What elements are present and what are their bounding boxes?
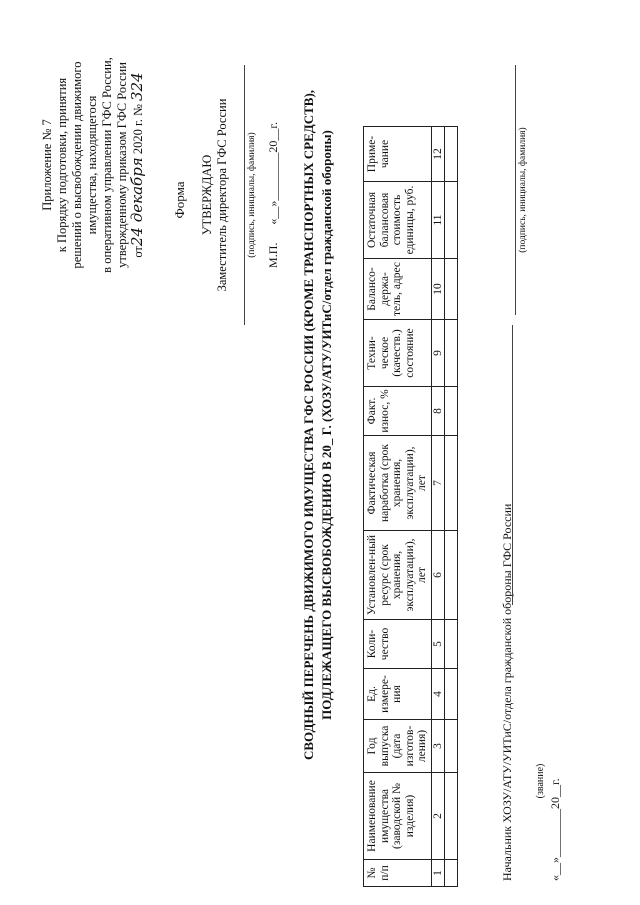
table-cell [445, 773, 458, 860]
table-cell [445, 387, 458, 436]
table-cell [445, 127, 458, 182]
title-line-1: СВОДНЫЙ ПЕРЕЧЕНЬ ДВИЖИМОГО ИМУЩЕСТВА ГФС РОССИИ (КРОМЕ ТРАНСПОРТНЫХ СРЕДСТВ), [301, 89, 316, 761]
column-number: 10 [431, 259, 445, 320]
column-number: 8 [431, 387, 445, 436]
column-number: 2 [431, 773, 445, 860]
column-number: 3 [431, 720, 445, 773]
appendix-line: решений о высвобождении движимого [70, 61, 84, 269]
table-header-row [364, 127, 432, 887]
column-number: 11 [431, 182, 445, 259]
approve-date: «__»________20__г. [266, 122, 280, 225]
chief-date: «__»________20__г. [548, 778, 562, 881]
column-header: Ед. измере-ния [364, 669, 432, 720]
column-header: Фактическая наработка (срок хранения, эксплуатации), лет [364, 436, 432, 531]
column-number: 5 [431, 620, 445, 669]
column-number: 9 [431, 320, 445, 387]
table-cell [445, 531, 458, 620]
table-cell [445, 259, 458, 320]
column-header: Приме-чание [364, 127, 432, 182]
approve-position: Заместитель директора ГФС России [215, 98, 229, 292]
title-line-2: ПОДЛЕЖАЩЕГО ВЫСВОБОЖДЕНИЮ В 20_ Г. (ХОЗУ/АТУ/УИТиС/отдел гражданской обороны) [319, 130, 334, 720]
column-header: Техни-ческое (качеств.) состояние [364, 320, 432, 387]
table-cell [445, 720, 458, 773]
appendix-line: Приложение № 7 [40, 119, 54, 211]
appendix-line: в оперативном управлении ГФС России, [100, 57, 114, 273]
appendix-line: имущества, находящегося [85, 95, 99, 235]
signature-line [512, 325, 513, 605]
column-header: Коли-чество [364, 620, 432, 669]
table-cell [445, 436, 458, 531]
approve-date-line [266, 65, 281, 325]
appendix-block [40, 25, 146, 305]
property-table [363, 126, 458, 887]
chief-title: Начальник ХОЗУ/АТУ/УИТиС/отдела гражданской обороны ГФС России [500, 503, 514, 881]
column-header: Факт. износ, % [364, 387, 432, 436]
table-cell [445, 182, 458, 259]
column-header: Наименование имущества (заводской № изделия) [364, 773, 432, 860]
appendix-line: утвержденному приказом ГФС России [115, 62, 129, 268]
document-title [300, 0, 336, 875]
approve-title: УТВЕРЖДАЮ [200, 154, 214, 236]
date-prefix: от [131, 246, 145, 258]
column-header: Остаточная балансовая стоимость единицы, руб. [364, 182, 432, 259]
table-row [445, 127, 458, 887]
column-header: Балансо-держа-тель, адрес [364, 259, 432, 320]
stamp-label: М.П. [266, 242, 280, 268]
column-number: 1 [431, 860, 445, 887]
column-header: № п/п [364, 860, 432, 887]
column-number: 12 [431, 127, 445, 182]
rank-caption: (звание) [535, 763, 546, 799]
table-cell [445, 669, 458, 720]
chief-signature-caption: (подпись, инициалы, фамилия) [515, 65, 528, 315]
handwritten-date: 24 декабря [128, 157, 146, 247]
appendix-date-line [130, 25, 146, 305]
column-number: 7 [431, 436, 445, 531]
column-header: Установлен-ный ресурс (срок хранения, эксплуатации), лет [364, 531, 432, 620]
table-cell [445, 320, 458, 387]
column-number: 4 [431, 669, 445, 720]
column-number-row [431, 127, 445, 887]
form-label: Форма [172, 181, 187, 219]
approve-signature-caption: (подпись, инициалы, фамилия) [244, 65, 260, 325]
approval-block [200, 65, 281, 325]
table-cell [445, 620, 458, 669]
column-number: 6 [431, 531, 445, 620]
column-header: Год выпуска (дата изготов-ления) [364, 720, 432, 773]
handwritten-order-number: 324 [128, 72, 146, 101]
order-year: 2020 г. № [131, 104, 145, 155]
appendix-line: к Порядку подготовки, принятия [55, 77, 69, 253]
table-cell [445, 860, 458, 887]
